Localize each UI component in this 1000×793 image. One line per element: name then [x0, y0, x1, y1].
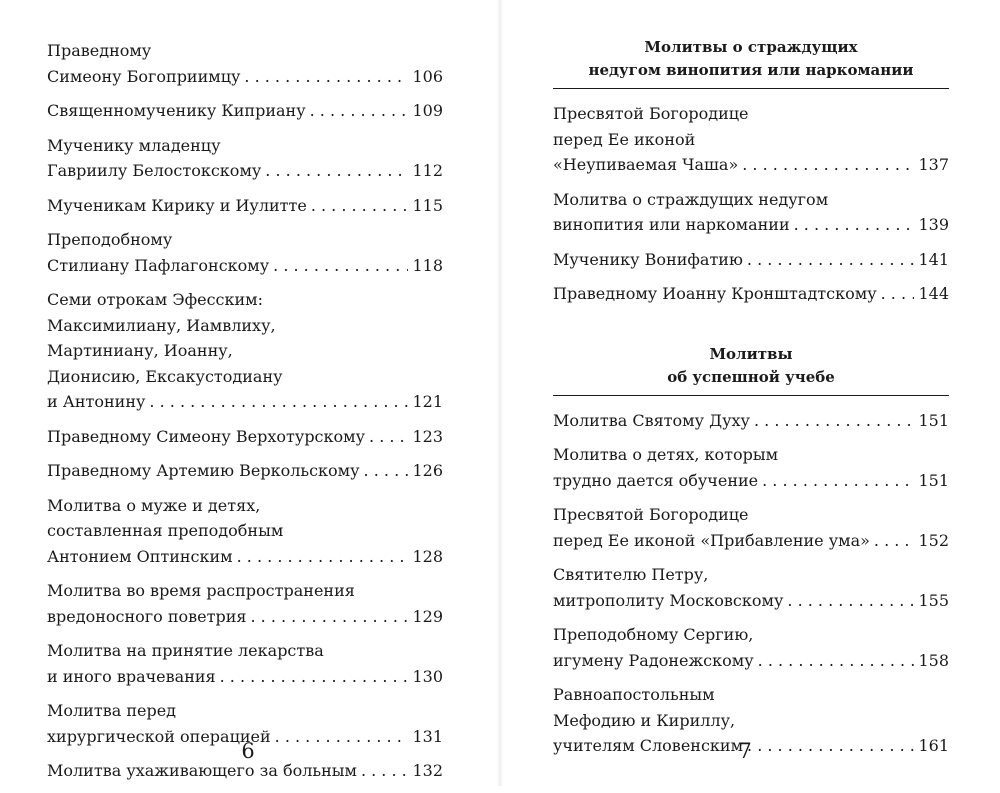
dot-leader: [237, 544, 409, 570]
toc-page-number: 151: [918, 410, 949, 430]
section-heading-line: Молитвы: [709, 344, 793, 363]
toc-entry: [47, 458, 443, 484]
toc-page-number: 112: [412, 161, 443, 180]
toc-entry-line: Равноапостольным: [553, 685, 715, 704]
dot-leader: [874, 528, 915, 554]
toc-entry-line: Семи отрокам Эфесским:: [47, 290, 263, 309]
left-page: [0, 0, 497, 786]
toc-entry-line: Молитва перед: [47, 701, 177, 720]
toc-entry-title: и Антонину: [47, 392, 146, 411]
toc-entry-line: Максимилиану, Иамвлиху,: [47, 315, 276, 335]
toc-entry-line: Молитва на принятие лекарства: [47, 641, 324, 660]
toc-entry-line: Молитва во время распространения: [47, 581, 355, 600]
dot-leader: [311, 193, 409, 219]
dot-leader: [758, 648, 915, 674]
page-number-right: 7: [738, 739, 752, 763]
toc-page-number: 151: [918, 470, 949, 490]
toc-entry-last-line: [553, 528, 949, 554]
toc-entry-title: игумену Радонежскому: [553, 650, 754, 670]
dot-leader: [250, 604, 408, 630]
dot-leader: [273, 253, 408, 279]
toc-page-number: 109: [412, 101, 443, 120]
toc-entry-title: Стилиану Пафлагонскому: [47, 255, 270, 275]
toc-page-number: 129: [412, 606, 443, 626]
toc-entry: [47, 638, 443, 689]
section-divider: [553, 88, 949, 89]
dot-leader: [754, 408, 914, 434]
toc-entry: [47, 424, 443, 450]
toc-page-number: 152: [918, 530, 949, 550]
toc-entry-line: Мученику младенцу: [47, 135, 221, 155]
toc-entry-last-line: [553, 212, 949, 238]
toc-entry-last-line: [47, 98, 443, 124]
toc-entry: [553, 408, 949, 434]
toc-entry-title: Праведному Артемию Веркольскому: [47, 461, 360, 480]
toc-page-number: 126: [412, 461, 443, 480]
toc-entry: [553, 562, 949, 613]
toc-entry-title: Молитва ухаживающего за больным: [47, 761, 357, 780]
toc-entry-title: перед Ее иконой «Прибавление ума»: [553, 530, 870, 550]
dot-leader: [310, 98, 409, 124]
toc-entry-last-line: [553, 408, 949, 434]
toc-entry-title: Симеону Богоприимцу: [47, 66, 241, 86]
toc-page-number: 158: [918, 650, 949, 670]
toc-entry: [553, 502, 949, 553]
toc-entry-last-line: [47, 664, 443, 690]
toc-entry-title: Мученику Вонифатию: [553, 249, 743, 269]
toc-entry-last-line: [47, 64, 443, 90]
toc-entry-line: перед Ее иконой: [553, 129, 696, 149]
toc-entry: [553, 622, 949, 673]
dot-leader: [794, 212, 915, 238]
toc-entry: [553, 247, 949, 273]
dot-leader: [244, 64, 408, 90]
toc-entry-last-line: [553, 281, 949, 307]
dot-leader: [369, 424, 408, 450]
toc-page-number: 121: [412, 392, 443, 411]
dot-leader: [742, 152, 914, 178]
toc-entry: [47, 578, 443, 629]
toc-page-number: 130: [412, 666, 443, 686]
page-number-left: 6: [241, 739, 255, 763]
toc-page-number: 131: [412, 726, 443, 746]
dot-leader: [364, 458, 409, 484]
dot-leader: [220, 664, 409, 690]
right-page: [503, 0, 1000, 786]
toc-entry-last-line: [553, 152, 949, 178]
toc-entry-line: Молитва о муже и детях,: [47, 495, 261, 515]
dot-leader: [265, 158, 408, 184]
toc-entry-line: Преподобному: [47, 230, 173, 249]
toc-entry-last-line: [553, 247, 949, 273]
toc-entry-last-line: [47, 389, 443, 415]
toc-entry: [553, 281, 949, 307]
toc-entry-last-line: [47, 253, 443, 279]
toc-entry-title: Молитва Святому Духу: [553, 410, 750, 430]
toc-entry: [553, 442, 949, 493]
toc-entry-title: Мученикам Кирику и Иулитте: [47, 195, 307, 215]
toc-entry-title: Гавриилу Белостокскому: [47, 161, 262, 180]
dot-leader: [275, 724, 409, 750]
left-toc-list: [47, 38, 443, 793]
toc-page-number: 118: [412, 255, 443, 275]
section-heading: [553, 36, 949, 82]
dot-leader: [762, 468, 914, 494]
toc-page-number: 161: [918, 736, 949, 755]
section-heading-line: об успешной учебе: [667, 367, 835, 386]
toc-entry-line: Праведному: [47, 41, 152, 60]
toc-entry: [47, 98, 443, 124]
toc-page-number: 128: [412, 546, 443, 566]
toc-entry-last-line: [47, 604, 443, 630]
toc-entry-line: Преподобному Сергию,: [553, 625, 754, 644]
dot-leader: [747, 247, 915, 273]
toc-entry-line: составленная преподобным: [47, 521, 284, 540]
right-toc-list: [553, 0, 949, 768]
toc-entry-last-line: [553, 588, 949, 614]
toc-entry: [47, 133, 443, 184]
toc-entry-line: Молитва о детях, которым: [553, 445, 779, 464]
dot-leader: [787, 588, 914, 614]
toc-entry: [47, 287, 443, 415]
dot-leader: [881, 281, 915, 307]
toc-entry-last-line: [553, 468, 949, 494]
toc-entry-line: Молитва о страждущих недугом: [553, 189, 829, 209]
toc-entry-title: и иного врачевания: [47, 666, 216, 686]
toc-page-number: 137: [918, 155, 949, 174]
toc-entry: [553, 187, 949, 238]
toc-entry-title: вредоносного поветрия: [47, 606, 247, 626]
toc-page-number: 106: [412, 66, 443, 86]
toc-entry-last-line: [47, 544, 443, 570]
toc-page-number: 155: [918, 590, 949, 610]
toc-entry-title: Праведному Симеону Верхотурскому: [47, 426, 366, 446]
toc-entry-last-line: [47, 158, 443, 184]
toc-entry-line: Мартиниану, Иоанну,: [47, 341, 233, 360]
toc-entry-title: Священномученику Киприану: [47, 101, 306, 120]
toc-page-number: 139: [918, 215, 949, 234]
toc-entry-line: Святителю Петру,: [553, 565, 709, 584]
toc-entry-last-line: [47, 458, 443, 484]
toc-entry-title: трудно дается обучение: [553, 470, 759, 490]
toc-entry-line: Пресвятой Богородице: [553, 505, 749, 524]
toc-entry-title: учителям Словенским: [553, 736, 744, 755]
toc-entry-title: винопития или наркомании: [553, 215, 790, 234]
section-heading-line: недугом винопития или наркомании: [588, 61, 914, 79]
section-divider: [553, 395, 949, 396]
dot-leader: [149, 389, 408, 415]
toc-entry-title: Праведному Иоанну Кронштадтскому: [553, 284, 877, 303]
section-heading-line: Молитвы о страждущих: [644, 38, 858, 56]
toc-entry-line: Пресвятой Богородице: [553, 104, 749, 123]
toc-entry-last-line: [553, 648, 949, 674]
toc-page-number: 132: [412, 761, 443, 780]
toc-entry: [47, 227, 443, 278]
toc-entry-last-line: [47, 424, 443, 450]
toc-entry-line: Дионисию, Ексакустодиану: [47, 366, 283, 386]
dot-leader: [361, 758, 409, 784]
toc-entry: [553, 101, 949, 178]
toc-page-number: 123: [412, 426, 443, 446]
toc-entry-line: Мефодию и Кириллу,: [553, 710, 736, 730]
toc-entry-last-line: [47, 193, 443, 219]
toc-entry: [47, 193, 443, 219]
toc-page-number: 141: [918, 249, 949, 269]
toc-entry-title: хирургической операцией: [47, 726, 271, 746]
toc-page-number: 144: [918, 284, 949, 303]
toc-entry: [47, 38, 443, 89]
toc-entry: [47, 493, 443, 570]
toc-entry-title: Антонием Оптинским: [47, 546, 233, 566]
toc-page-number: 115: [412, 195, 443, 215]
toc-entry-title: «Неупиваемая Чаша»: [553, 155, 739, 174]
section-heading: [553, 343, 949, 389]
toc-entry-title: митрополиту Московскому: [553, 590, 784, 610]
